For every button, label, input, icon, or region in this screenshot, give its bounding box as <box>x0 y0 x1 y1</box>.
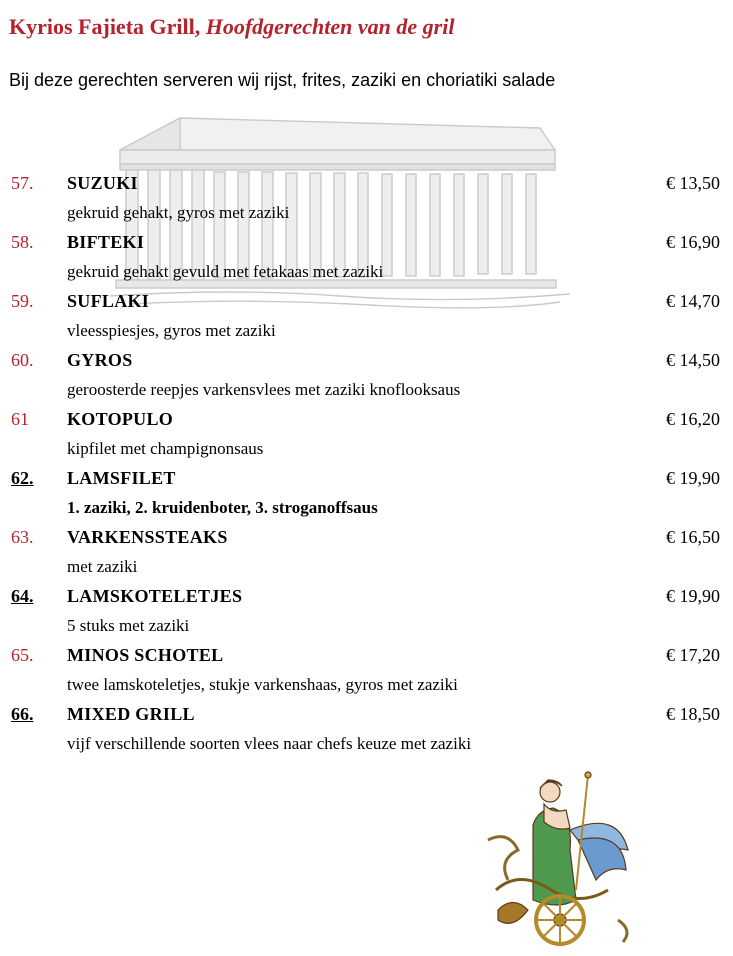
greek-god-chariot-illustration <box>478 770 638 950</box>
item-number: 61 <box>11 409 29 429</box>
item-number: 62. <box>11 468 34 488</box>
item-price: € 18,50 <box>666 704 720 724</box>
item-name: VARKENSSTEAKS <box>67 527 228 547</box>
menu-item <box>0 230 733 289</box>
item-description: gekruid gehakt, gyros met zaziki <box>67 203 290 222</box>
item-price: € 14,50 <box>666 350 720 370</box>
menu-list <box>0 171 733 761</box>
item-price: € 17,20 <box>666 645 720 665</box>
item-number: 60. <box>11 350 34 370</box>
item-description: twee lamskoteletjes, stukje varkenshaas, gyros met zaziki <box>67 675 458 694</box>
menu-item <box>0 171 733 230</box>
item-number: 66. <box>11 704 34 724</box>
item-name: SUFLAKI <box>67 291 150 311</box>
menu-item <box>0 466 733 525</box>
title-plain: Kyrios Fajieta Grill, <box>9 14 201 39</box>
menu-item <box>0 643 733 702</box>
item-number: 57. <box>11 173 34 193</box>
item-number: 64. <box>11 586 34 606</box>
item-name: SUZUKI <box>67 173 138 193</box>
item-price: € 19,90 <box>666 468 720 488</box>
item-price: € 14,70 <box>666 291 720 311</box>
item-description: geroosterde reepjes varkensvlees met zaziki knoflooksaus <box>67 380 461 399</box>
item-description: met zaziki <box>67 557 138 576</box>
item-price: € 16,90 <box>666 232 720 252</box>
item-number: 63. <box>11 527 34 547</box>
item-price: € 16,50 <box>666 527 720 547</box>
item-price: € 19,90 <box>666 586 720 606</box>
item-name: BIFTEKI <box>67 232 145 252</box>
item-description: gekruid gehakt gevuld met fetakaas met zaziki <box>67 262 384 281</box>
item-number: 65. <box>11 645 34 665</box>
menu-item <box>0 702 733 761</box>
item-number: 58. <box>11 232 34 252</box>
item-name: LAMSFILET <box>67 468 176 488</box>
item-name: MIXED GRILL <box>67 704 195 724</box>
item-price: € 16,20 <box>666 409 720 429</box>
item-description: 5 stuks met zaziki <box>67 616 190 635</box>
item-number: 59. <box>11 291 34 311</box>
item-price: € 13,50 <box>666 173 720 193</box>
menu-item <box>0 584 733 643</box>
intro-text: Bij deze gerechten serveren wij rijst, frites, zaziki en choriatiki salade <box>9 70 556 90</box>
page-title <box>9 14 454 40</box>
menu-item <box>0 348 733 407</box>
item-description: 1. zaziki, 2. kruidenboter, 3. stroganoffsaus <box>67 498 378 517</box>
item-description: kipfilet met champignonsaus <box>67 439 264 458</box>
title-italic: Hoofdgerechten van de gril <box>205 14 455 39</box>
item-description: vijf verschillende soorten vlees naar chefs keuze met zaziki <box>67 734 472 753</box>
item-name: LAMSKOTELETJES <box>67 586 243 606</box>
item-name: KOTOPULO <box>67 409 174 429</box>
menu-item <box>0 407 733 466</box>
item-name: MINOS SCHOTEL <box>67 645 224 665</box>
menu-item <box>0 525 733 584</box>
item-name: GYROS <box>67 350 133 370</box>
menu-item <box>0 289 733 348</box>
item-description: vleesspiesjes, gyros met zaziki <box>67 321 276 340</box>
